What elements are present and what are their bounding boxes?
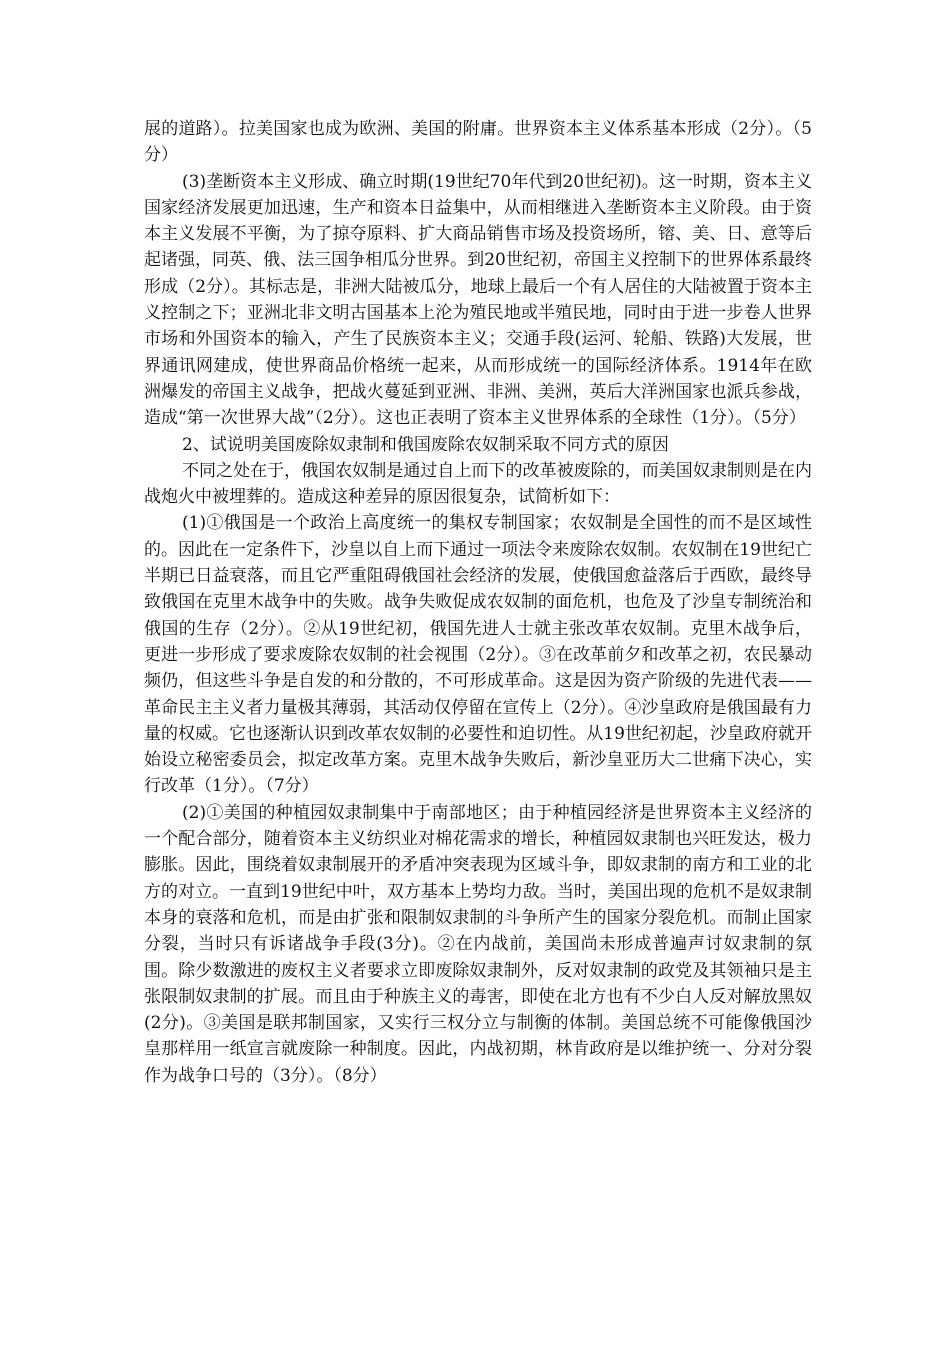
- paragraph-russia-serfdom: (1)①俄国是一个政治上高度统一的集权专制国家；农奴制是全国性的而不是区域性的。因此在一定条件下，沙皇以自上而下通过一项法令来废除农奴制。农奴制在19世纪亡半期已日益衰落，而且它严重阻碍俄国社会经济的发展，使俄国愈益落后于西欧，最终导致俄国在克里木战争中的失败。战争失败促成农奴制的面危机，也危及了沙皇专制统治和俄国的生存（2分）。②从19世纪初，俄国先进人士就主张改革农奴制。克里木战争后，更进一步形成了要求废除农奴制的社会视围（2分）。③在改革前夕和改革之初，农民暴动频仍，但这些斗争是自发的和分散的，不可形成革命。这是因为资产阶级的先进代表——革命民主主义者力量极其薄弱，其活动仅停留在宣传上（2分）。④沙皇政府是俄国最有力量的权威。它也逐渐认识到改革农奴制的必要性和迫切性。从19世纪初起，沙皇政府就开始设立秘密委员会，拟定改革方案。克里木战争失败后，新沙皇亚历大二世痛下决心，实行改革（1分）。（7分）: [144, 513, 812, 797]
- paragraph-answer-intro: 不同之处在于，俄国农奴制是通过自上而下的改革被废除的，而美国奴隶制则是在内战炮火中被埋葬的。造成这种差异的原因很复杂，试简析如下：: [144, 460, 812, 508]
- question-2-heading: 2、试说明美国废除奴隶制和俄国废除农奴制采取不同方式的原因: [182, 434, 669, 455]
- paragraph-monopoly-capitalism: (3)垄断资本主义形成、确立时期(19世纪70年代到20世纪初)。这一时期，资本主义国家经济发展更加迅速，生产和资本日益集中，从而相继进入垄断资本主义阶段。由于资本主义发展不平衡，为了掠夺原料、扩大商品销售市场及投资场所，镕、美、日、意等后起诸强，同英、俄、法三国争相瓜分世界。到20世纪初，帝国主义控制下的世界体系最终形成（2分）。其标志是，非洲大陆被瓜分，地球上最后一个有人居住的大陆被置于资本主义控制之下；亚洲北非文明古国基本上沦为殖民地或半殖民地，同时由于进一步卷人世界市场和外国资本的输入，产生了民族资本主义；交通手段(运河、轮船、铁路)大发展，世界通讯网建成，使世界商品价格统一起来，从而形成统一的国际经济体系。1914年在欧洲爆发的帝国主义战争，把战火蔓延到亚洲、非洲、美洲，英后大洋洲国家也派兵参战，造成“第一次世界大战”（2分）。这也正表明了资本主义世界体系的全球性（1分）。（5分）: [144, 171, 812, 429]
- paragraph-continuation: 展的道路）。拉美国家也成为欧洲、美国的附庸。世界资本主义体系基本形成（2分）。（5分）: [144, 119, 812, 166]
- document-page: [144, 116, 812, 1089]
- paragraph-us-slavery: (2)①美国的种植园奴隶制集中于南部地区；由于种植园经济是世界资本主义经济的一个配合部分，随着资本主义纺织业对棉花需求的增长，种植园奴隶制也兴旺发达，极力膨胀。因此，围绕着奴隶制展开的矛盾冲突表现为区域斗争，即奴隶制的南方和工业的北方的对立。一直到19世纪中叶，双方基本上势均力敌。当时，美国出现的危机不是奴隶制本身的衰落和危机，而是由扩张和限制奴隶制的斗争所产生的国家分裂危机。而制止国家分裂，当时只有诉诸战争手段(3分)。②在内战前，美国尚未形成普遍声讨奴隶制的氛围。除少数激进的废权主义者要求立即废除奴隶制外，反对奴隶制的政党及其领袖只是主张限制奴隶制的扩展。而且由于种族主义的毒害，即使在北方也有不少白人反对解放黑奴(2分)。③美国是联邦制国家，又实行三权分立与制衡的体制。美国总统不可能像俄国沙皇那样用一纸宣言就废除一种制度。因此，内战初期，林肯政府是以维护统一、分对分裂作为战争口号的（3分）。（8分）: [144, 802, 812, 1086]
